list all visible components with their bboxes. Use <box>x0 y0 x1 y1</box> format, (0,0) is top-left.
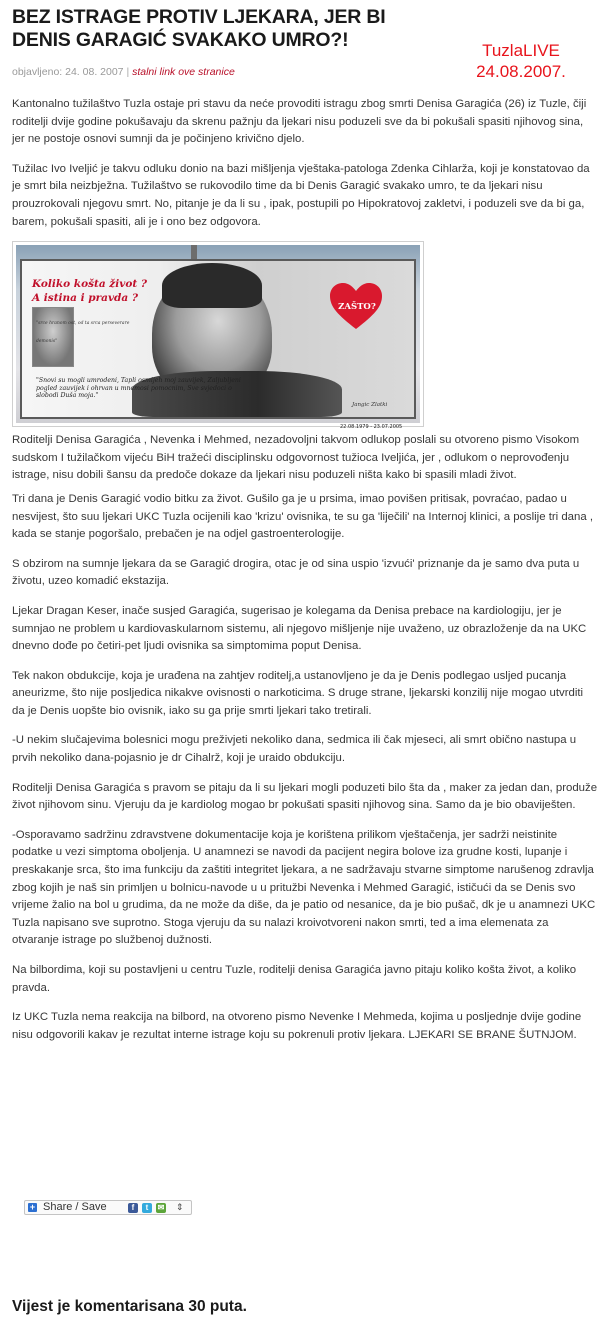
billboard-poem: "Snovi su mogli umrodeni, Tapli osmijeh moj zauvijek, Zaljubljeni pogled zauvijek i ohrvan u mnemosi pomocnim, Sve svjedoci o slobodi Duša moja." <box>36 377 241 400</box>
paragraph: Kantonalno tužilaštvo Tuzla ostaje pri stavu da neće provoditi istragu zbog smrti Denisa Garagića (26) iz Tuzle, čiji roditelji dvije godine pokušavaju da skrenu pažnju da ljekari nisu poduzeli sve da bi pokušali spasiti njihovog sina, jer ne postoje osnovi sumnji da je počinjeno krivično djelo. <box>12 98 587 146</box>
share-label: Share / Save <box>43 1201 107 1213</box>
stamp-date: 24.08.2007. <box>476 62 566 81</box>
article-body <box>12 96 598 1056</box>
heart-label: ZAŠTO? <box>338 302 376 313</box>
article-title: BEZ ISTRAGE PROTIV LJEKARA, JER BI DENIS GARAGIĆ SVAKAKO UMRO?! <box>12 6 386 51</box>
stamp-source: TuzlaLIVE <box>482 41 560 60</box>
paragraph: Roditelji Denisa Garagića s pravom se pitaju da li su ljekari mogli poduzeti bilo šta da , maker za jedan dan, produže život njihovom sinu. Vjeruju da je kardiolog mogao br pokušati spasiti njihovog sina. Samo da je bio obaviješten. <box>12 781 598 812</box>
article-meta <box>12 66 235 78</box>
article-photo <box>12 241 424 431</box>
billboard-questions <box>32 277 147 305</box>
billboard-question-2: A istina i pravda ? <box>32 292 139 305</box>
paragraph: Na bilbordima, koji su postavljeni u centru Tuzle, roditelji denisa Garagića javno pitaju koliko košta život, a koliko pravda. <box>12 964 577 994</box>
billboard-image <box>16 245 420 431</box>
share-save-button[interactable] <box>24 1200 192 1215</box>
portrait-hair <box>162 263 262 308</box>
billboard-signature: Jangic Zlatki <box>352 402 388 409</box>
expand-arrows-icon[interactable]: ⇕ <box>176 1202 184 1212</box>
paragraph: Iz UKC Tuzla nema reakcija na bilbord, na otvoreno pismo Nevenke I Mehmeda, kojima u posljednje dvije godine nisu odgovorili kakav je rezultat interne istrage koju su pokrenuli protiv ljekara. LJEKARI SE BRANE ŠUTNJOM. <box>12 1011 582 1041</box>
paragraph: Tek nakon obdukcije, koja je urađena na zahtjev roditelj,a ustanovljeno je da je Denis podlegao usljed pucanja aneurizme, što nije posljedica nikakve ovisnosti o narkoticima. S druge strane, ljekarski konzilij nije mogao utvrditi da je Denis uopšte bio ovisnik, iako su ga prije smrti ljekari tako tretirali. <box>12 669 584 717</box>
facebook-icon[interactable]: f <box>128 1203 138 1213</box>
paragraph: S obzirom na sumnje ljekara da se Garagić drogira, otac je od sina uspio 'izvući' priznanje da je samo dva puta u životu, uzeo komadić ekstazija. <box>12 557 580 588</box>
billboard-dates: 22.08.1979 - 23.07.2005 <box>340 424 403 431</box>
plus-icon: + <box>29 1202 36 1212</box>
paragraph: -Osporavamo sadržinu zdravstvene dokumentacije koja je korištena prilikom vještačenja, jer sadrži neistinite podatke u vezi simptoma oboljenja. U anamnezi se navodi da pacijent negira bolove iza grudne kosti, lupanje i preskakanje srca, što ima funkciju da zaštiti integritet ljekara, a ne sadržavaju stvarne simptome narušenog zdravlja zbog kojih je naš sin primljen u bolnicu-navode u u pritužbi Nevenka i Mehmed Garagić, ističući da se Denis svo vrijeme žalio na bol u grudima, da ne može da diše, da je patio od nesanice, da je bio pušač, dk je u anamnezi UKC Tuzla napisano sve suprotno. Stoga vjeruju da su nalazi kroivotvoreni nakon smrti, ted a ima elemenata za otvaranje istrage po službenoj dužnosti. <box>12 828 596 947</box>
paragraph: Roditelji Denisa Garagića , Nevenka i Mehmed, nezadovoljni takvom odlukop poslali su otvoreno pismo Visokom sudskom I tužilačkom vijeću BiH tražeći disciplinsku odgovornost tužioca Iveljića, jer , odlukom o neprovođenju istrage, nisu dobili šansu da predoče dokaze da ljekari nisu poduzeli ništa kako bi spasili mladi život. <box>12 434 580 482</box>
email-icon[interactable]: ✉ <box>157 1203 165 1212</box>
paragraph: -U nekim slučajevima bolesnici mogu preživjeti nekoliko dana, sedmica ili čak mjeseci, ali smrt obično nastupa u prvih nekoliko dana-pojasnio je dr Cihalrž, koji je uraido obdukciju. <box>12 734 577 765</box>
billboard-motto: "srce hranom ost, od ta srca perseverare demonis" <box>36 321 130 344</box>
billboard-board <box>20 259 416 431</box>
meta-separator: | <box>126 66 130 78</box>
published-date: objavljeno: 24. 08. 2007 <box>12 66 124 78</box>
permalink-link[interactable]: stalni link ove stranice <box>132 66 235 78</box>
billboard-question-1: Koliko košta život ? <box>32 278 148 291</box>
paragraph: Ljekar Dragan Keser, inače susjed Garagića, sugerisao je kolegama da Denisa prebace na kardiologiju, jer je sumnjao ne problem u kardiovaskularnom sistemu, ali njegovo mišljenje nije uvaženo, uz obrazloženje da na UKC dnevno dođe po četiri-pet ljudi ovisnika sa simptomima poput Denisa. <box>12 604 587 653</box>
paragraph: Tri dana je Denis Garagić vodio bitku za život. Gušilo ga je u prsima, imao povišen pritisak, povraćao, padao u nesvijest, što suu ljekari UKC Tuzla ocijenili kao 'krizu' ovisnika, te su ga 'liječili' na Internoj klinici, a poslije tri dana , kada se stanje pogoršalo, prebačen je na odjel gastroenterologije. <box>12 492 594 541</box>
source-stamp <box>446 40 596 82</box>
paragraph: Tužilac Ivo Iveljić je takvu odluku donio na bazi mišljenja vještaka-patologa Zdenka Cihlarža, koji je konstatovao da je smrt bila neizbježna. Tužilaštvo se rukovodilo time da bi Denis Garagić svakako umro, te da ljekari nisu prouzrokovali njegovu smrt. No, pitanje je da li su , ipak, postupili po Hipokratovoj zakletvi, i poduzeli sve da bi ga, barem, pokušali spasiti, ali je i ono bez odgovora. <box>12 162 590 228</box>
twitter-icon[interactable]: t <box>142 1203 152 1213</box>
comment-count[interactable]: Vijest je komentarisana 30 puta. <box>12 1298 247 1315</box>
